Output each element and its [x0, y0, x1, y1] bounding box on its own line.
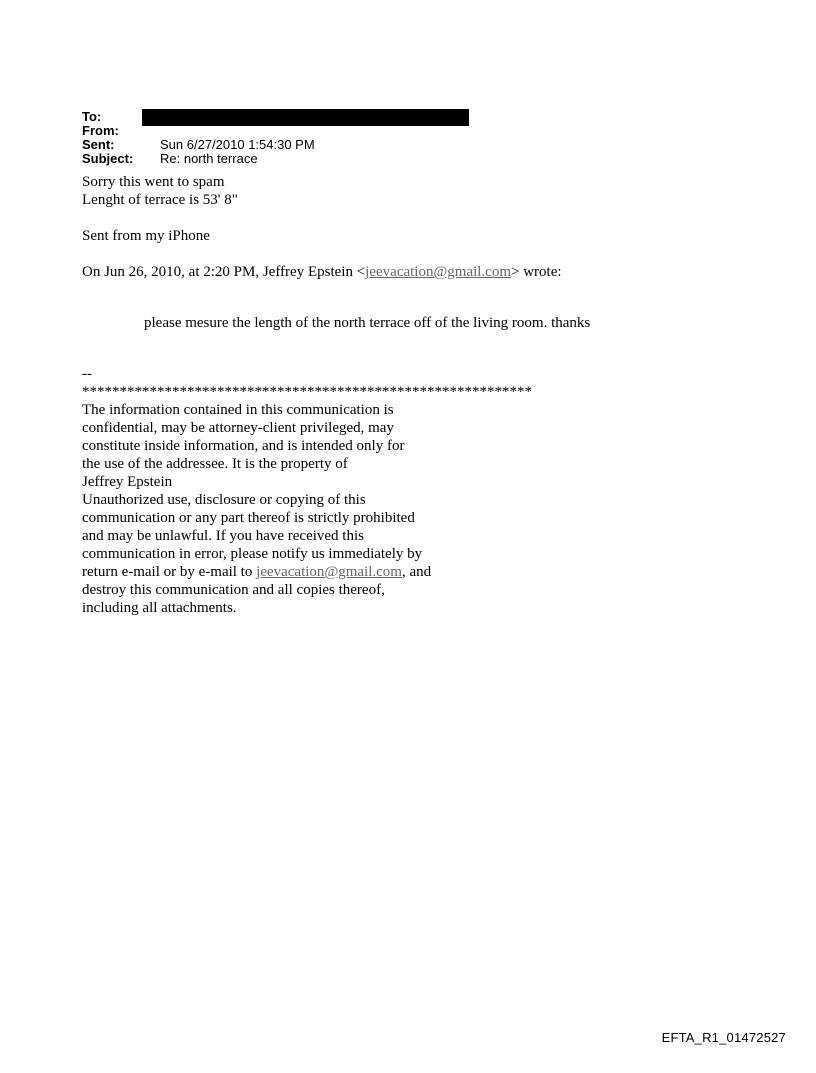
disclaimer-email-prefix: return e-mail or by e-mail to	[82, 564, 257, 580]
signature: Sent from my iPhone	[82, 228, 210, 244]
quote-email-link[interactable]: jeevacation@gmail.com	[365, 264, 512, 280]
subject-row	[82, 152, 482, 166]
separator-dashes: --	[82, 366, 92, 382]
disclaimer-line: Unauthorized use, disclosure or copying of this	[82, 492, 366, 508]
disclaimer-line: constitute inside information, and is intended only for	[82, 438, 405, 454]
disclaimer-line: and may be unlawful. If you have received this	[82, 528, 364, 544]
disclaimer-line: including all attachments.	[82, 600, 237, 616]
disclaimer-line: communication in error, please notify us immediately by	[82, 546, 423, 562]
disclaimer-line: Jeffrey Epstein	[82, 474, 173, 490]
disclaimer-line: confidential, may be attorney-client privileged, may	[82, 420, 394, 436]
quoted-message: please mesure the length of the north terrace off of the living room. thanks	[144, 315, 591, 331]
email-body	[82, 173, 732, 617]
to-label: To:	[82, 109, 102, 124]
disclaimer	[82, 401, 482, 617]
bates-number: EFTA_R1_01472527	[661, 1030, 786, 1045]
disclaimer-line: The information contained in this communication is	[82, 402, 394, 418]
disclaimer-line: destroy this communication and all copies thereof,	[82, 582, 385, 598]
disclaimer-email-line	[82, 563, 482, 581]
subject-value: Re: north terrace	[160, 151, 258, 166]
disclaimer-email-suffix: , and	[401, 564, 432, 580]
disclaimer-email-link[interactable]: jeevacation@gmail.com	[256, 564, 402, 580]
quote-intro	[82, 263, 732, 281]
separator-stars: ************************************************************	[82, 384, 532, 400]
from-label: From:	[82, 123, 119, 138]
subject-label: Subject:	[82, 151, 134, 166]
disclaimer-line: the use of the addressee. It is the property of	[82, 456, 348, 472]
sent-label: Sent:	[82, 137, 115, 152]
sent-value: Sun 6/27/2010 1:54:30 PM	[160, 137, 315, 152]
redaction-bar	[142, 109, 469, 126]
body-line: Sorry this went to spam	[82, 174, 225, 190]
quote-intro-prefix: On Jun 26, 2010, at 2:20 PM, Jeffrey Epstein <	[82, 264, 366, 280]
body-line: Lenght of terrace is 53' 8"	[82, 192, 238, 208]
sent-row	[82, 138, 482, 152]
from-row	[82, 124, 482, 138]
disclaimer-line: communication or any part thereof is strictly prohibited	[82, 510, 415, 526]
quote-intro-suffix: > wrote:	[511, 264, 562, 280]
